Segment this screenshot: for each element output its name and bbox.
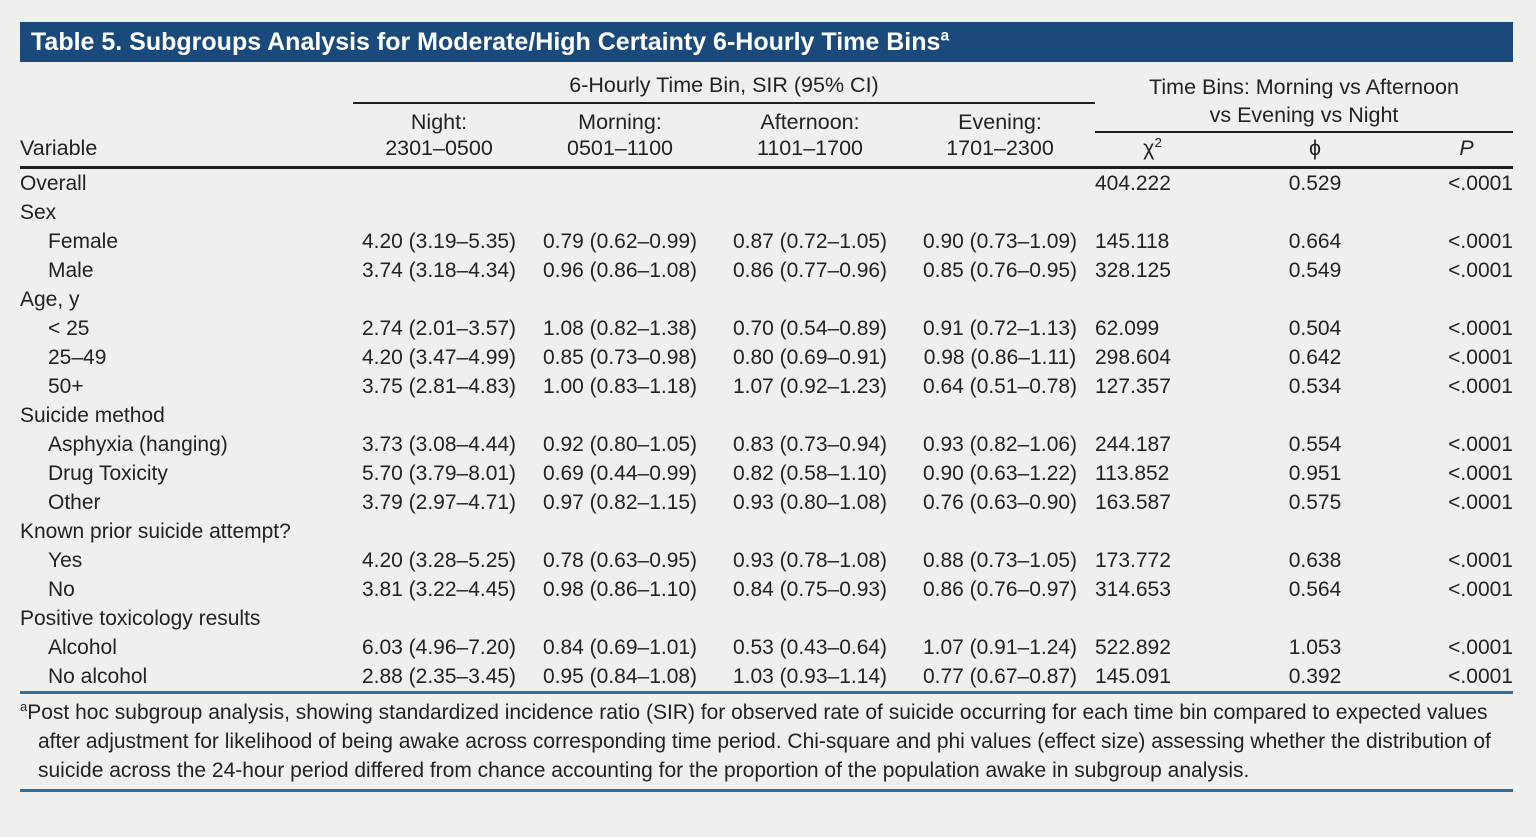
row-label: Positive toxicology results: [20, 607, 261, 630]
row-label: Suicide method: [20, 404, 165, 427]
cell-afternoon: 0.87 (0.72–1.05): [732, 230, 888, 253]
cell-p-value: <.0001: [1448, 172, 1513, 195]
cell-evening: [905, 169, 1095, 198]
evening-label: Evening:: [958, 110, 1042, 134]
chi-symbol: χ: [1143, 136, 1155, 160]
cell-night: [353, 169, 525, 198]
table-row: [20, 488, 1513, 517]
cell-afternoon: 0.53 (0.43–0.64): [732, 636, 888, 659]
cell-chi-square: [1095, 517, 1210, 546]
night-label: Night:: [410, 110, 468, 134]
row-label: No: [48, 578, 75, 601]
cell-p-value: <.0001: [1448, 549, 1513, 572]
table-row: [20, 546, 1513, 575]
cell-p-value: <.0001: [1448, 433, 1513, 456]
cell-chi-square: 145.091: [1095, 665, 1171, 688]
cell-evening: 0.88 (0.73–1.05): [922, 549, 1078, 572]
cell-p-value: <.0001: [1448, 665, 1513, 688]
cell-morning: [525, 604, 715, 633]
table-row: [20, 314, 1513, 343]
table-row: [20, 372, 1513, 401]
row-label: < 25: [48, 317, 90, 340]
table-row: [20, 604, 1513, 633]
cell-chi-square: 244.187: [1095, 433, 1171, 456]
cell-phi: [1210, 604, 1420, 633]
cell-night: [353, 517, 525, 546]
timebins-spanner-line2: vs Evening vs Night: [1209, 103, 1399, 127]
cell-chi-square: 113.852: [1095, 462, 1170, 485]
cell-phi: 0.642: [1288, 346, 1342, 369]
afternoon-label: Afternoon:: [760, 110, 860, 134]
cell-afternoon: [715, 169, 905, 198]
cell-phi: 0.554: [1288, 433, 1342, 456]
column-header-afternoon: [715, 109, 905, 161]
cell-chi-square: 62.099: [1095, 317, 1160, 340]
table-body: [20, 169, 1513, 693]
footnote-superscript: a: [20, 699, 28, 714]
cell-p-value: [1420, 517, 1513, 546]
column-header-phi: ϕ: [1308, 136, 1322, 160]
cell-night: 3.75 (2.81–4.83): [361, 375, 517, 398]
column-header-chi-square: [1095, 136, 1210, 161]
cell-phi: 0.504: [1288, 317, 1342, 340]
cell-chi-square: [1095, 604, 1210, 633]
cell-evening: 0.86 (0.76–0.97): [922, 578, 1078, 601]
cell-chi-square: 163.587: [1095, 491, 1171, 514]
cell-evening: 0.76 (0.63–0.90): [922, 491, 1078, 514]
cell-morning: 1.08 (0.82–1.38): [542, 317, 698, 340]
cell-night: [353, 285, 525, 314]
row-label: Male: [48, 259, 94, 282]
timebins-spanner-line1: Time Bins: Morning vs Afternoon: [1149, 75, 1459, 99]
cell-afternoon: [715, 198, 905, 227]
cell-evening: 1.07 (0.91–1.24): [922, 636, 1078, 659]
cell-morning: 0.78 (0.63–0.95): [542, 549, 698, 572]
cell-night: 5.70 (3.79–8.01): [361, 462, 517, 485]
table-row: [20, 401, 1513, 430]
chi-exponent: 2: [1154, 134, 1162, 150]
cell-night: [353, 401, 525, 430]
cell-night: 4.20 (3.28–5.25): [361, 549, 517, 572]
cell-afternoon: [715, 401, 905, 430]
cell-morning: [525, 285, 715, 314]
cell-afternoon: [715, 517, 905, 546]
row-label: Other: [48, 491, 101, 514]
cell-p-value: <.0001: [1448, 636, 1513, 659]
row-label: No alcohol: [48, 665, 148, 688]
morning-range: 0501–1100: [566, 136, 674, 160]
time-bin-subheaders: [353, 104, 1095, 161]
cell-p-value: <.0001: [1448, 462, 1513, 485]
table-row: [20, 575, 1513, 604]
cell-afternoon: 0.93 (0.80–1.08): [732, 491, 888, 514]
row-label: 50+: [48, 375, 84, 398]
sir-spanner-header: [353, 62, 1095, 104]
table-row: [20, 459, 1513, 488]
variable-column-header: Variable: [20, 136, 98, 160]
cell-night: 4.20 (3.19–5.35): [361, 230, 517, 253]
cell-afternoon: 1.07 (0.92–1.23): [732, 375, 888, 398]
row-label: Drug Toxicity: [48, 462, 168, 485]
table-row: [20, 285, 1513, 314]
afternoon-range: 1101–1700: [756, 136, 864, 160]
table-row: [20, 517, 1513, 546]
cell-chi-square: 314.653: [1095, 578, 1171, 601]
table-title-bar: [20, 22, 1513, 62]
cell-morning: [525, 517, 715, 546]
row-label: Asphyxia (hanging): [48, 433, 228, 456]
row-label: Known prior suicide attempt?: [20, 520, 291, 543]
cell-chi-square: 298.604: [1095, 346, 1171, 369]
cell-p-value: [1420, 401, 1513, 430]
cell-afternoon: 0.86 (0.77–0.96): [732, 259, 888, 282]
table-footnote: [20, 698, 1513, 792]
cell-p-value: [1420, 285, 1513, 314]
table-title-superscript: a: [940, 27, 950, 45]
cell-morning: 0.97 (0.82–1.15): [542, 491, 698, 514]
cell-evening: [905, 517, 1095, 546]
timebins-spanner-header: [1095, 62, 1513, 133]
cell-morning: 0.69 (0.44–0.99): [542, 462, 698, 485]
cell-afternoon: 0.84 (0.75–0.93): [732, 578, 888, 601]
cell-p-value: <.0001: [1448, 346, 1513, 369]
data-table: [20, 169, 1513, 694]
cell-afternoon: 0.83 (0.73–0.94): [732, 433, 888, 456]
column-header-evening: [905, 109, 1095, 161]
cell-night: 2.88 (2.35–3.45): [361, 665, 517, 688]
cell-afternoon: 1.03 (0.93–1.14): [732, 665, 888, 688]
cell-chi-square: [1095, 285, 1210, 314]
table-row: [20, 256, 1513, 285]
table-title: Table 5. Subgroups Analysis for Moderate/High Certainty 6-Hourly Time Bins: [31, 28, 941, 56]
table-row: [20, 662, 1513, 693]
stat-subheaders: [1095, 133, 1513, 166]
cell-afternoon: 0.70 (0.54–0.89): [732, 317, 888, 340]
cell-phi: 0.549: [1288, 259, 1342, 282]
cell-p-value: <.0001: [1448, 491, 1513, 514]
cell-afternoon: [715, 285, 905, 314]
cell-p-value: <.0001: [1448, 317, 1513, 340]
variable-column-header-zone: [20, 62, 353, 166]
cell-p-value: <.0001: [1448, 259, 1513, 282]
cell-morning: 0.85 (0.73–0.98): [542, 346, 698, 369]
cell-p-value: <.0001: [1448, 578, 1513, 601]
cell-afternoon: 0.93 (0.78–1.08): [732, 549, 888, 572]
cell-phi: 0.951: [1288, 462, 1342, 485]
cell-morning: 0.92 (0.80–1.05): [542, 433, 698, 456]
cell-phi: [1210, 401, 1420, 430]
cell-evening: 0.93 (0.82–1.06): [922, 433, 1078, 456]
cell-chi-square: 173.772: [1095, 549, 1171, 572]
column-header-p-value: P: [1459, 136, 1474, 160]
cell-night: [353, 604, 525, 633]
sir-spanner-label: 6-Hourly Time Bin, SIR (95% CI): [569, 73, 879, 97]
column-header-morning: [525, 109, 715, 161]
cell-chi-square: 522.892: [1095, 636, 1171, 659]
cell-morning: 0.96 (0.86–1.08): [542, 259, 698, 282]
cell-night: 4.20 (3.47–4.99): [361, 346, 517, 369]
cell-evening: 0.98 (0.86–1.11): [923, 346, 1077, 369]
cell-phi: [1210, 285, 1420, 314]
table-row: [20, 343, 1513, 372]
cell-p-value: <.0001: [1448, 230, 1513, 253]
row-label: 25–49: [48, 346, 107, 369]
cell-night: 3.73 (3.08–4.44): [361, 433, 517, 456]
row-label: Alcohol: [48, 636, 117, 659]
cell-phi: 0.534: [1288, 375, 1342, 398]
cell-night: 2.74 (2.01–3.57): [361, 317, 517, 340]
footnote-text: Post hoc subgroup analysis, showing standardized incidence ratio (SIR) for observed rate of suicide occurring for each time bin compared to expected values after adjustment for likelihood of being awake across corresponding time period. Chi-square and phi values (effect size) assessing whether the distribution of suicide across the 24-hour period differed from chance accounting for the proportion of the population awake in subgroup analysis.: [27, 701, 1491, 782]
cell-morning: [525, 401, 715, 430]
cell-evening: 0.90 (0.63–1.22): [922, 462, 1078, 485]
cell-evening: 0.91 (0.72–1.13): [922, 317, 1078, 340]
cell-chi-square: [1095, 198, 1210, 227]
cell-chi-square: [1095, 401, 1210, 430]
cell-phi: 0.564: [1288, 578, 1342, 601]
cell-morning: [525, 198, 715, 227]
cell-evening: 0.64 (0.51–0.78): [922, 375, 1078, 398]
cell-evening: 0.77 (0.67–0.87): [922, 665, 1078, 688]
table-row: [20, 430, 1513, 459]
cell-chi-square: 127.357: [1095, 375, 1171, 398]
cell-evening: [905, 198, 1095, 227]
night-range: 2301–0500: [385, 136, 493, 160]
evening-range: 1701–2300: [946, 136, 1054, 160]
morning-label: Morning:: [578, 110, 662, 134]
cell-p-value: [1420, 198, 1513, 227]
cell-p-value: <.0001: [1448, 375, 1513, 398]
table-header: [20, 62, 1513, 169]
cell-phi: 1.053: [1288, 636, 1342, 659]
column-header-night: [353, 109, 525, 161]
cell-morning: 0.84 (0.69–1.01): [542, 636, 698, 659]
row-label: Age, y: [20, 288, 80, 311]
cell-morning: 0.79 (0.62–0.99): [542, 230, 698, 253]
cell-evening: [905, 604, 1095, 633]
cell-phi: [1210, 198, 1420, 227]
row-label: Yes: [48, 549, 83, 572]
cell-afternoon: [715, 604, 905, 633]
cell-morning: 1.00 (0.83–1.18): [542, 375, 698, 398]
cell-phi: [1210, 517, 1420, 546]
row-label: Female: [48, 230, 119, 253]
cell-phi: 0.638: [1288, 549, 1342, 572]
cell-phi: 0.392: [1288, 665, 1342, 688]
cell-afternoon: 0.80 (0.69–0.91): [732, 346, 888, 369]
cell-afternoon: 0.82 (0.58–1.10): [732, 462, 888, 485]
cell-evening: [905, 401, 1095, 430]
cell-p-value: [1420, 604, 1513, 633]
cell-morning: 0.95 (0.84–1.08): [542, 665, 698, 688]
cell-chi-square: 404.222: [1095, 172, 1171, 195]
cell-phi: 0.575: [1288, 491, 1342, 514]
cell-evening: 0.90 (0.73–1.09): [922, 230, 1078, 253]
row-label: Sex: [20, 201, 57, 224]
cell-night: 3.79 (2.97–4.71): [361, 491, 517, 514]
cell-night: 6.03 (4.96–7.20): [361, 636, 517, 659]
table-row: [20, 198, 1513, 227]
cell-evening: [905, 285, 1095, 314]
cell-phi: 0.664: [1288, 230, 1342, 253]
table-row: [20, 227, 1513, 256]
cell-chi-square: 145.118: [1095, 230, 1170, 253]
cell-morning: 0.98 (0.86–1.10): [542, 578, 698, 601]
cell-night: 3.74 (3.18–4.34): [361, 259, 517, 282]
sir-spanner-zone: [353, 62, 1095, 166]
cell-chi-square: 328.125: [1095, 259, 1171, 282]
table-row: [20, 169, 1513, 198]
cell-evening: 0.85 (0.76–0.95): [922, 259, 1078, 282]
cell-night: 3.81 (3.22–4.45): [361, 578, 517, 601]
row-label: Overall: [20, 172, 87, 195]
cell-night: [353, 198, 525, 227]
cell-phi: 0.529: [1288, 172, 1342, 195]
cell-morning: [525, 169, 715, 198]
timebins-spanner-zone: [1095, 62, 1513, 166]
table-row: [20, 633, 1513, 662]
